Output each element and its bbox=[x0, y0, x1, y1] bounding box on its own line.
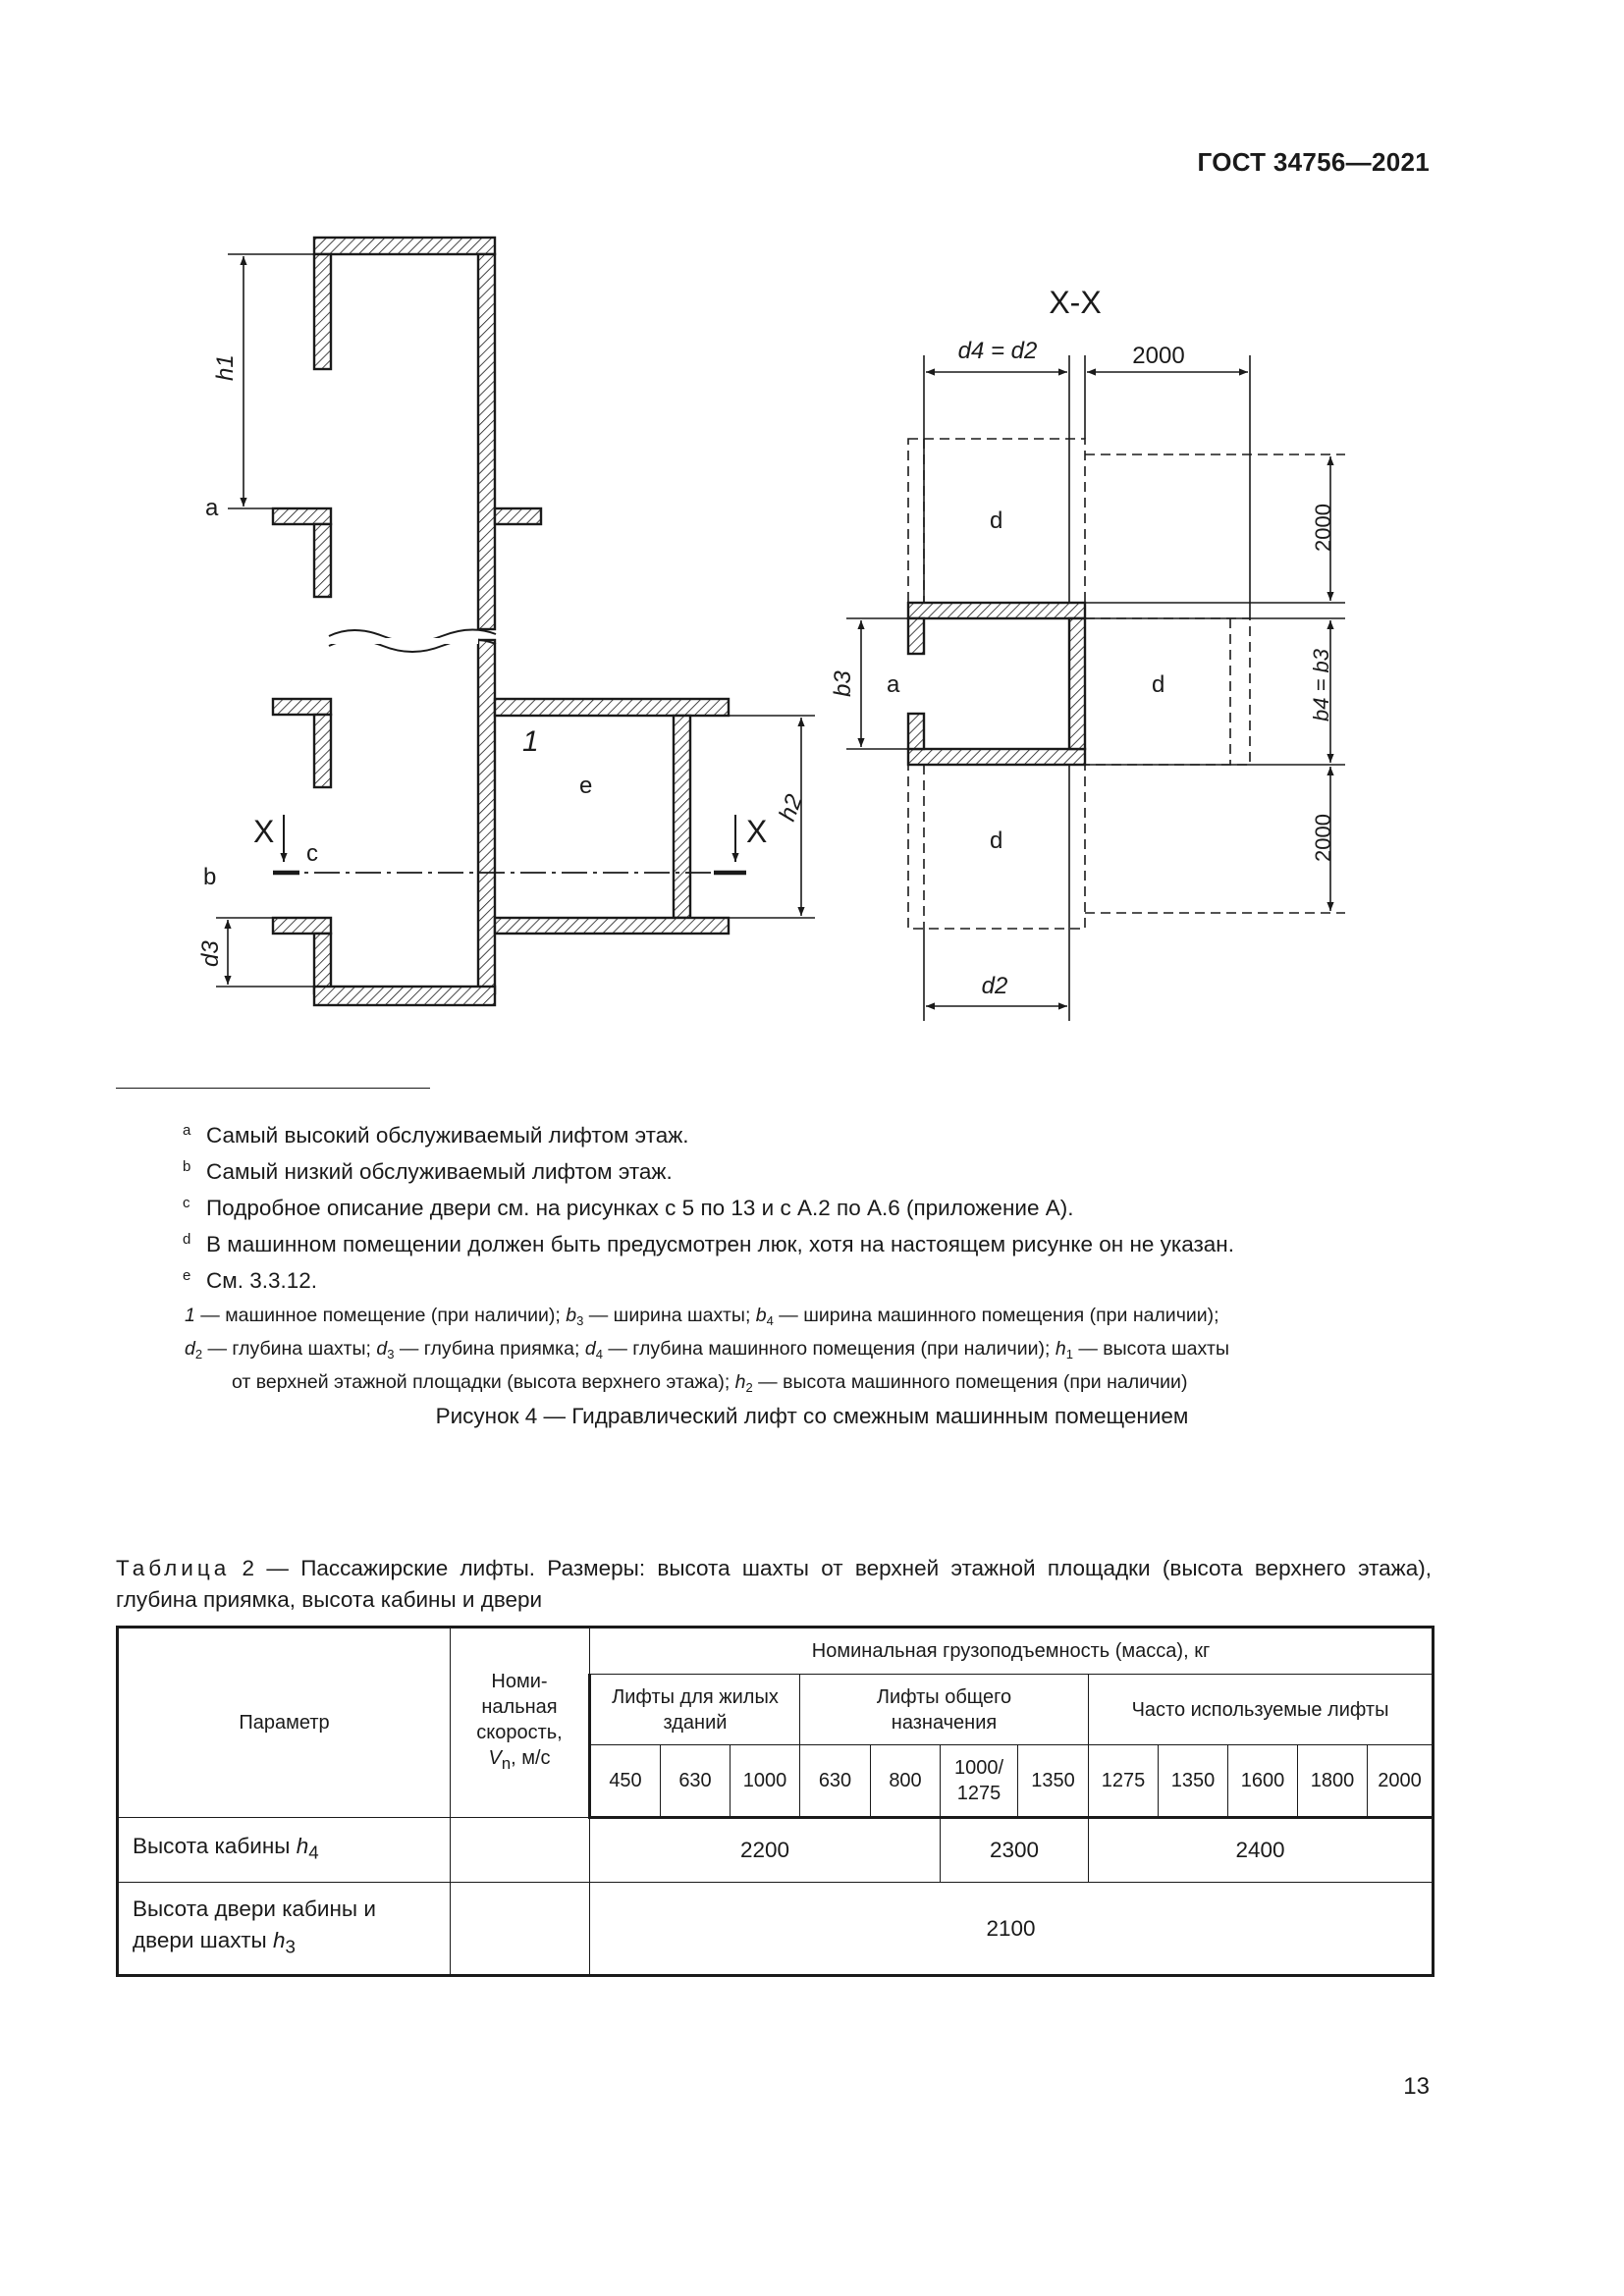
shaft-right-wall-lower bbox=[478, 640, 495, 993]
dashed-machine-room-right bbox=[1085, 618, 1250, 765]
legend-line-1: 1 — машинное помещение (при наличии); $b_3$ — ширина шахты; $b_4$ — ширина машинного помещения (при наличии); bbox=[185, 1305, 1219, 1328]
row-door-height-speed bbox=[451, 1883, 590, 1976]
table-2-passenger-lifts bbox=[116, 1626, 1435, 1977]
capacity-cell: 2000 bbox=[1368, 1745, 1434, 1818]
label-2000-top: 2000 bbox=[1132, 343, 1185, 369]
label-a-elevation: a bbox=[205, 495, 219, 521]
section-view-walls bbox=[908, 603, 1085, 765]
door-height-value: 2100 bbox=[590, 1883, 1434, 1976]
label-b-elevation: b bbox=[203, 864, 217, 890]
label-b4-eq-b3: b4 = b3 bbox=[1309, 648, 1333, 721]
figure-legend bbox=[185, 1302, 1373, 1402]
section-side-wall bbox=[1069, 618, 1085, 749]
capacity-cell: 1000/ 1275 bbox=[941, 1745, 1018, 1818]
row-label-door-height: Высота двери кабины и двери шахты $h_3$ bbox=[118, 1883, 451, 1976]
shaft-left-wall-top bbox=[314, 254, 331, 369]
section-view-dashed bbox=[908, 439, 1345, 929]
footnote-d: $^d$ В машинном помещении должен быть предусмотрен люк, хотя на настоящем рисунке он не указан. bbox=[183, 1231, 1234, 1256]
capacity-cell: 1600 bbox=[1228, 1745, 1298, 1818]
page-number: 13 bbox=[1403, 2073, 1430, 2100]
capacity-cell: 1800 bbox=[1298, 1745, 1368, 1818]
footnote-e: $^e$ См. 3.3.12. bbox=[183, 1267, 318, 1293]
bottom-slab-left bbox=[273, 918, 331, 934]
shaft-roof-wall bbox=[314, 238, 495, 254]
header-nominal-capacity: Номинальная грузоподъемность (масса), кг bbox=[590, 1628, 1434, 1675]
footnote-c: $^c$ Подробное описание двери см. на рисунках с 5 по 13 и с А.2 по А.6 (приложение А). bbox=[183, 1195, 1074, 1220]
footnote-a: $^a$ Самый высокий обслуживаемый лифтом этаж. bbox=[183, 1122, 689, 1148]
elevation-view bbox=[273, 238, 729, 1005]
header-general-purpose-lifts: Лифты общего назначения bbox=[800, 1675, 1089, 1745]
figure-4-drawing bbox=[0, 0, 1624, 1041]
label-2000-upper: 2000 bbox=[1311, 504, 1335, 552]
section-dimensions bbox=[846, 355, 1345, 1021]
footnotes bbox=[183, 1115, 1459, 1297]
label-d-right: d bbox=[1152, 671, 1165, 698]
label-c: c bbox=[306, 840, 318, 867]
legend-line-2: $d_2$ — глубина шахты; $d_3$ — глубина приямка; $d_4$ — глубина машинного помещения (при наличии); $h_1$ — высота шахты bbox=[185, 1338, 1229, 1362]
footnote-b: $^b$ Самый низкий обслуживаемый лифтом этаж. bbox=[183, 1158, 673, 1184]
document-standard-number: ГОСТ 34756—2021 bbox=[1197, 147, 1430, 177]
section-back-wall bbox=[908, 603, 1085, 618]
cabin-height-common-value: 2400 bbox=[1089, 1818, 1434, 1883]
landing-slab-left bbox=[273, 699, 331, 715]
label-X-right: X bbox=[746, 814, 768, 849]
shaft-left-wall-mid bbox=[314, 715, 331, 787]
label-d4-eq-d2: d4 = d2 bbox=[957, 338, 1038, 364]
label-e: e bbox=[579, 773, 593, 799]
label-a-section: a bbox=[887, 671, 900, 698]
shaft-left-wall-landing bbox=[314, 524, 331, 597]
table-title-text: 2 — Пассажирские лифты. Размеры: высота шахты от верхней этажной площадки (высота верхнего этажа), глубина приямка, высота кабины и двери bbox=[116, 1556, 1432, 1612]
label-h2: h2 bbox=[774, 790, 808, 826]
elevation-labels bbox=[197, 354, 808, 967]
capacity-cell: 630 bbox=[661, 1745, 731, 1818]
machine-room-roof bbox=[495, 699, 729, 716]
shaft-right-wall-upper bbox=[478, 254, 495, 629]
header-nominal-speed: Номи- нальная скорость, $V_n$, м/с bbox=[451, 1628, 590, 1818]
label-b3: b3 bbox=[830, 670, 856, 697]
capacity-cell: 1000 bbox=[731, 1745, 800, 1818]
capacity-cell: 1350 bbox=[1159, 1745, 1228, 1818]
table-title-word: Таблица bbox=[116, 1556, 231, 1580]
table-row-door-height bbox=[118, 1883, 1434, 1976]
label-1-machine-room: 1 bbox=[522, 725, 539, 758]
cabin-height-general-value: 2300 bbox=[941, 1818, 1089, 1883]
cabin-height-residential-value: 2200 bbox=[590, 1818, 941, 1883]
label-d-top: d bbox=[990, 507, 1003, 534]
machine-room-floor bbox=[495, 918, 729, 934]
capacity-cell: 1275 bbox=[1089, 1745, 1159, 1818]
legend-line-3: от верхней этажной площадки (высота верхнего этажа); $h_2$ — высота машинного помещения (при наличии) bbox=[232, 1371, 1188, 1395]
top-floor-slab-left bbox=[273, 508, 331, 524]
row-label-cabin-height: Высота кабины $h_4$ bbox=[118, 1818, 451, 1883]
capacity-cell: 800 bbox=[871, 1745, 941, 1818]
label-X-left: X bbox=[253, 814, 275, 849]
figure-caption: Рисунок 4 — Гидравлический лифт со смежным машинным помещением bbox=[435, 1404, 1189, 1428]
top-floor-slab-right bbox=[495, 508, 541, 524]
label-d-bottom: d bbox=[990, 828, 1003, 854]
capacity-cell: 450 bbox=[590, 1745, 661, 1818]
capacity-cell: 1350 bbox=[1018, 1745, 1089, 1818]
table-title bbox=[116, 1553, 1432, 1616]
section-front-wall bbox=[908, 749, 1085, 765]
section-title: X-X bbox=[1049, 285, 1102, 320]
section-door-jamb-bottom bbox=[908, 714, 924, 749]
table-row-cabin-height bbox=[118, 1818, 1434, 1883]
footnote-separator bbox=[116, 1088, 430, 1089]
machine-room-wall bbox=[674, 716, 690, 918]
row-cabin-height-speed bbox=[451, 1818, 590, 1883]
label-d3: d3 bbox=[197, 940, 224, 967]
shaft-left-wall-pit bbox=[314, 934, 331, 993]
pit-floor bbox=[314, 987, 495, 1005]
header-residential-lifts: Лифты для жилых зданий bbox=[590, 1675, 800, 1745]
capacity-cell: 630 bbox=[800, 1745, 871, 1818]
label-h1: h1 bbox=[212, 354, 239, 381]
section-door-jamb-top bbox=[908, 618, 924, 654]
header-commonly-used-lifts: Часто используемые лифты bbox=[1089, 1675, 1434, 1745]
label-2000-lower: 2000 bbox=[1311, 814, 1335, 862]
header-parameter: Параметр bbox=[118, 1628, 451, 1818]
label-d2: d2 bbox=[981, 973, 1008, 999]
